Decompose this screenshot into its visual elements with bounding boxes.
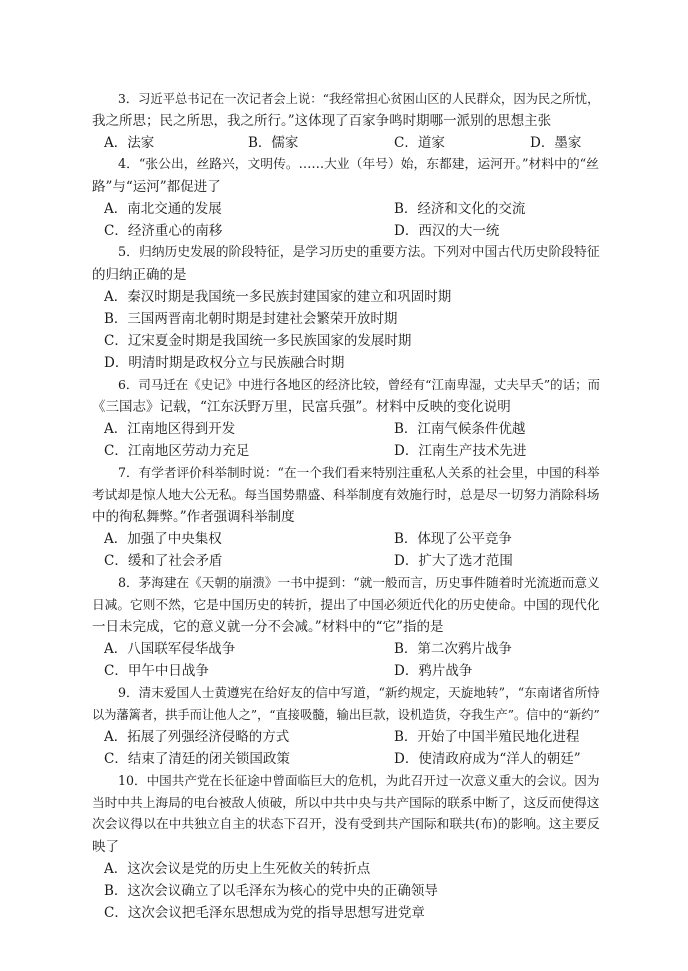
question-9-option-c: C．结束了清廷的闭关锁国政策 <box>104 751 290 767</box>
question-5-option-a: A．秦汉时期是我国统一多民族封建国家的建立和巩固时期 <box>104 289 452 305</box>
question-3-stem-line-1: 3．习近平总书记在一次记者会上说：“我经常担心贫困山区的人民群众，因为民之所忧， <box>118 92 600 106</box>
question-6-stem-line-2: 《三国志》记载，“江东沃野万里，民富兵强”。材料中反映的变化说明 <box>92 399 511 415</box>
question-7-stem-line-2: 考试却是惊人地大公无私。每当国势鼎盛、科举制度有效施行时，总是尽一切努力消除科场 <box>92 487 600 502</box>
question-6-option-c: C．江南地区劳动力充足 <box>104 443 250 459</box>
question-4-option-a: A．南北交通的发展 <box>104 201 222 217</box>
question-8-stem-line-2: 日减。它则不然，它是中国历史的转折，提出了中国必须近代化的历史使命。中国的现代化 <box>92 597 600 612</box>
question-5-stem-line-2: 的归纳正确的是 <box>92 267 187 283</box>
question-8-stem-line-1: 8．茅海建在《天朝的崩溃》一书中提到：“就一般而言，历史事件随着时光流逝而意义 <box>118 575 600 590</box>
question-7-option-c: C．缓和了社会矛盾 <box>104 553 223 569</box>
question-8-stem-line-3: 一日未完成，它的意义就一分不会减。”材料中的“它”指的是 <box>92 619 444 635</box>
question-6-option-b: B．江南气候条件优越 <box>394 421 526 437</box>
question-9-option-b: B．开始了中国半殖民地化进程 <box>394 729 580 745</box>
question-8-option-c: C．甲午中日战争 <box>104 663 209 679</box>
question-7-option-a: A．加强了中央集权 <box>104 531 222 547</box>
question-4-stem-line-1: 4．“张公出，丝路兴，文明传。……大业（年号）始，东都建，运河开。”材料中的“丝 <box>118 157 599 172</box>
question-3-option-a: A．法家 <box>104 135 155 151</box>
question-3-stem-line-2: 我之所思；民之所思，我之所行。”这体现了百家争鸣时期哪一派别的思想主张 <box>92 113 552 129</box>
question-6-stem-line-1: 6．司马迁在《史记》中进行各地区的经济比较，曾经有“江南卑湿，丈夫早夭”的话；而 <box>118 377 601 392</box>
question-8-option-b: B．第二次鸦片战争 <box>394 641 512 657</box>
question-9-stem-line-2: 以为藩篱者，拱手而让他人之”，“直接吸髓，输出巨款，设机造货，夺我生产”。信中的“新约” <box>92 708 600 722</box>
question-8-option-a: A．八国联军侵华战争 <box>104 641 236 657</box>
question-10-stem-line-2: 当时中共上海局的电台被敌人侦破，所以中共中央与共产国际的联系中断了，这反而使得这 <box>92 795 600 810</box>
question-9-option-a: A．拓展了列强经济侵略的方式 <box>104 729 290 745</box>
question-4-option-b: B．经济和文化的交流 <box>394 201 526 217</box>
question-10-stem-line-1: 10．中国共产党在长征途中曾面临巨大的危机，为此召开过一次意义重大的会议。因为 <box>118 773 600 788</box>
question-3-option-c: C．道家 <box>394 135 445 151</box>
question-6-option-a: A．江南地区得到开发 <box>104 421 236 437</box>
question-6-option-d: D．江南生产技术先进 <box>394 443 527 459</box>
question-3-option-d: D．墨家 <box>530 135 582 151</box>
question-4-option-d: D．西汉的大一统 <box>394 223 500 239</box>
question-9-option-d: D．使清政府成为“洋人的朝廷” <box>394 751 581 767</box>
question-10-option-b: B．这次会议确立了以毛泽东为核心的党中央的正确领导 <box>104 883 438 899</box>
question-10-stem-line-4: 映了 <box>92 839 119 855</box>
question-10-stem-line-3: 次会议得以在中共独立自主的状态下召开，没有受到共产国际和联共(布)的影响。这主要反 <box>92 817 600 832</box>
question-8-option-d: D．鸦片战争 <box>394 663 473 679</box>
question-9-stem-line-1: 9．清末爱国人士黄遵宪在给好友的信中写道，“新约规定，天旋地转”，“东南诸省所恃 <box>118 685 600 700</box>
question-10-option-a: A．这次会议是党的历史上生死攸关的转折点 <box>104 861 371 877</box>
question-10-option-c: C．这次会议把毛泽东思想成为党的指导思想写进党章 <box>104 905 425 921</box>
question-5-option-b: B．三国两晋南北朝时期是封建社会繁荣开放时期 <box>104 311 398 327</box>
question-5-stem-line-1: 5．归纳历史发展的阶段特征，是学习历史的重要方法。下列对中国古代历史阶段特征 <box>118 245 600 260</box>
question-3-option-b: B．儒家 <box>248 135 299 151</box>
question-5-option-c: C．辽宋夏金时期是我国统一多民族国家的发展时期 <box>104 333 412 349</box>
question-7-stem-line-1: 7．有学者评价科举制时说：“在一个我们看来特别注重私人关系的社会里，中国的科举 <box>118 465 600 480</box>
question-7-option-b: B．体现了公平竞争 <box>394 531 512 547</box>
question-7-option-d: D．扩大了选才范围 <box>394 553 513 569</box>
question-4-option-c: C．经济重心的南移 <box>104 223 223 239</box>
question-7-stem-line-3: 中的徇私舞弊。”作者强调科举制度 <box>92 509 295 525</box>
question-4-stem-line-2: 路”与“运河”都促进了 <box>92 179 221 195</box>
question-5-option-d: D．明清时期是政权分立与民族融合时期 <box>104 355 345 371</box>
